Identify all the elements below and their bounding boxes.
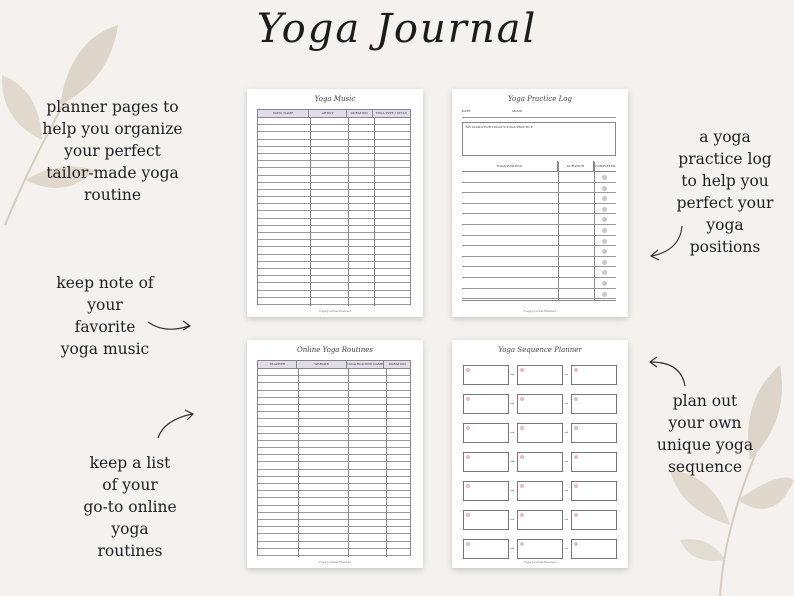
- sequence-box: [517, 452, 563, 472]
- sequence-box: [463, 394, 509, 414]
- page-title: Yoga Journal: [256, 6, 538, 52]
- sequence-arrow-icon: →: [510, 546, 515, 552]
- col-header: YOGA POSITION: [462, 161, 558, 171]
- yoga-music-title: Yoga Music: [314, 95, 356, 103]
- pose-dot-icon: [466, 513, 470, 517]
- table-row: [462, 246, 616, 257]
- table-row: [258, 147, 410, 154]
- table-row: [258, 262, 410, 269]
- pose-dot-icon: [520, 368, 524, 372]
- date-label: DATE: [462, 109, 471, 113]
- table-row: [258, 462, 410, 469]
- sequence-box: [571, 394, 617, 414]
- caption-music: keep note of your favorite yoga music: [56, 274, 154, 358]
- table-row: [258, 477, 410, 484]
- pose-dot-icon: [574, 368, 578, 372]
- table-row: [258, 190, 410, 197]
- arrow-sequence-icon: [645, 354, 689, 390]
- table-row: [258, 448, 410, 455]
- col-header: YOGA ROUTINE NAME: [346, 362, 384, 366]
- pose-dot-icon: [574, 513, 578, 517]
- table-row: [258, 255, 410, 262]
- pose-dot-icon: [520, 426, 524, 430]
- arrow-music-icon: [145, 312, 195, 336]
- caption-online-routines: keep a list of your go-to online yoga routines: [83, 454, 177, 560]
- table-row: [258, 154, 410, 161]
- col-header: SONG NAME: [258, 110, 309, 117]
- sequence-arrow-icon: →: [564, 401, 569, 407]
- sequence-planner-page: [452, 340, 628, 568]
- pose-dot-icon: [466, 426, 470, 430]
- table-row: [258, 298, 410, 305]
- sequence-arrow-icon: →: [564, 430, 569, 436]
- sequence-arrow-icon: →: [564, 488, 569, 494]
- mood-label: MOOD: [512, 109, 523, 113]
- sequence-box: [571, 481, 617, 501]
- online-routines-page: [247, 340, 423, 568]
- sequence-box: [463, 452, 509, 472]
- table-row: [258, 412, 410, 419]
- sequence-arrow-icon: →: [510, 372, 515, 378]
- table-row: [258, 183, 410, 190]
- yoga-music-table: [257, 109, 411, 305]
- sequence-box: [463, 539, 509, 559]
- sequence-box: [517, 394, 563, 414]
- sequence-arrow-icon: →: [510, 430, 515, 436]
- practice-table: [462, 161, 616, 301]
- page-footer: Yoga Journal Planner: [318, 560, 352, 564]
- caption-sequence: plan out your own unique yoga sequence: [656, 392, 754, 476]
- arrow-online-icon: [152, 408, 200, 440]
- table-row: [258, 506, 410, 513]
- table-row: [462, 289, 616, 300]
- practice-log-title: Yoga Practice Log: [508, 95, 572, 103]
- yoga-music-page: [247, 89, 423, 317]
- arrow-practice-icon: [646, 222, 686, 262]
- table-row: [462, 193, 616, 204]
- table-row: [258, 168, 410, 175]
- table-row: [258, 398, 410, 405]
- sequence-box: [517, 423, 563, 443]
- table-row: [258, 441, 410, 448]
- table-row: [462, 267, 616, 278]
- completed-checkbox: [602, 281, 607, 286]
- pose-dot-icon: [574, 455, 578, 459]
- pose-dot-icon: [466, 397, 470, 401]
- page-footer: Yoga Journal Planner: [523, 309, 557, 313]
- pose-dot-icon: [520, 397, 524, 401]
- sequence-box: [463, 481, 509, 501]
- online-routines-title: Online Yoga Routines: [297, 346, 373, 354]
- col-header: YOGA TYPE / STYLE: [375, 111, 407, 115]
- completed-checkbox: [602, 239, 607, 244]
- table-row: [258, 549, 410, 556]
- online-routines-rows: [258, 369, 410, 557]
- table-row: [258, 491, 410, 498]
- table-row: [258, 176, 410, 183]
- sequence-box: [571, 423, 617, 443]
- sequence-arrow-icon: →: [510, 459, 515, 465]
- pose-dot-icon: [520, 542, 524, 546]
- table-row: [258, 455, 410, 462]
- sequence-box: [517, 510, 563, 530]
- table-row: [258, 405, 410, 412]
- sequence-grid: [452, 340, 628, 568]
- table-row: [258, 276, 410, 283]
- table-row: [462, 257, 616, 268]
- sequence-planner-title: Yoga Sequence Planner: [498, 346, 582, 354]
- table-row: [258, 520, 410, 527]
- online-routines-table: [257, 360, 411, 556]
- sequence-box: [463, 365, 509, 385]
- table-row: [258, 498, 410, 505]
- table-row: [258, 197, 410, 204]
- table-row: [258, 211, 410, 218]
- table-row: [462, 225, 616, 236]
- table-row: [258, 132, 410, 139]
- sequence-arrow-icon: →: [510, 517, 515, 523]
- sequence-box: [571, 452, 617, 472]
- yoga-music-rows: [258, 118, 410, 306]
- pose-dot-icon: [574, 484, 578, 488]
- table-row: [462, 172, 616, 183]
- completed-checkbox: [602, 228, 607, 233]
- pose-dot-icon: [574, 542, 578, 546]
- table-row: [258, 161, 410, 168]
- sequence-arrow-icon: →: [564, 372, 569, 378]
- col-header: DURATION: [347, 110, 373, 117]
- yoga-practice-log-page: [452, 89, 628, 317]
- sequence-box: [571, 539, 617, 559]
- pose-dot-icon: [466, 542, 470, 546]
- col-header: ARTIST: [309, 110, 347, 117]
- sequence-arrow-icon: →: [564, 546, 569, 552]
- table-row: [258, 434, 410, 441]
- table-row: [258, 527, 410, 534]
- table-row: [258, 427, 410, 434]
- goals-label: MY GOALS FOR TODAY'S YOGA PRACTICE: [466, 125, 533, 129]
- table-row: [258, 542, 410, 549]
- completed-checkbox: [602, 175, 607, 180]
- pose-dot-icon: [574, 426, 578, 430]
- table-row: [258, 247, 410, 254]
- table-row: [258, 283, 410, 290]
- practice-rows: [462, 172, 616, 300]
- table-row: [258, 219, 410, 226]
- table-row: [462, 214, 616, 225]
- table-row: [258, 369, 410, 376]
- caption-practice-log: a yoga practice log to help you perfect your yoga positions: [676, 128, 774, 256]
- table-row: [258, 376, 410, 383]
- completed-checkbox: [602, 207, 607, 212]
- sequence-arrow-icon: →: [564, 517, 569, 523]
- table-row: [258, 125, 410, 132]
- completed-checkbox: [602, 292, 607, 297]
- table-row: [258, 534, 410, 541]
- sequence-box: [463, 510, 509, 530]
- pose-dot-icon: [520, 484, 524, 488]
- pose-dot-icon: [520, 513, 524, 517]
- pose-dot-icon: [466, 455, 470, 459]
- sequence-box: [571, 365, 617, 385]
- col-header: TEACHER: [258, 361, 297, 368]
- page-footer: Yoga Journal Planner: [523, 560, 557, 564]
- table-row: [258, 140, 410, 147]
- pose-dot-icon: [466, 484, 470, 488]
- table-row: [462, 183, 616, 194]
- completed-checkbox: [602, 260, 607, 265]
- table-row: [258, 240, 410, 247]
- table-row: [462, 204, 616, 215]
- sequence-box: [517, 365, 563, 385]
- table-row: [258, 419, 410, 426]
- sequence-arrow-icon: →: [510, 401, 515, 407]
- sequence-arrow-icon: →: [564, 459, 569, 465]
- table-row: [258, 391, 410, 398]
- col-header: DURATION: [388, 362, 406, 366]
- col-header: COMPLETED: [594, 164, 616, 168]
- table-row: [258, 470, 410, 477]
- goals-box: [462, 122, 616, 156]
- sequence-box: [463, 423, 509, 443]
- pose-dot-icon: [520, 455, 524, 459]
- col-header: DURATION: [558, 161, 594, 171]
- table-row: [258, 233, 410, 240]
- sequence-box: [517, 481, 563, 501]
- table-row: [258, 291, 410, 298]
- table-row: [462, 278, 616, 289]
- caption-planner-pages: planner pages to help you organize your perfect tailor-made yoga routine: [42, 98, 183, 204]
- table-row: [258, 269, 410, 276]
- col-header: WEBSITE: [297, 361, 346, 368]
- pose-dot-icon: [466, 368, 470, 372]
- table-row: [258, 226, 410, 233]
- table-row: [258, 118, 410, 125]
- sequence-box: [571, 510, 617, 530]
- table-row: [258, 484, 410, 491]
- table-row: [258, 204, 410, 211]
- table-row: [258, 513, 410, 520]
- page-footer: Yoga Journal Planner: [318, 309, 352, 313]
- sequence-box: [517, 539, 563, 559]
- completed-checkbox: [602, 186, 607, 191]
- pose-dot-icon: [574, 397, 578, 401]
- table-row: [258, 383, 410, 390]
- table-row: [462, 236, 616, 247]
- sequence-arrow-icon: →: [510, 488, 515, 494]
